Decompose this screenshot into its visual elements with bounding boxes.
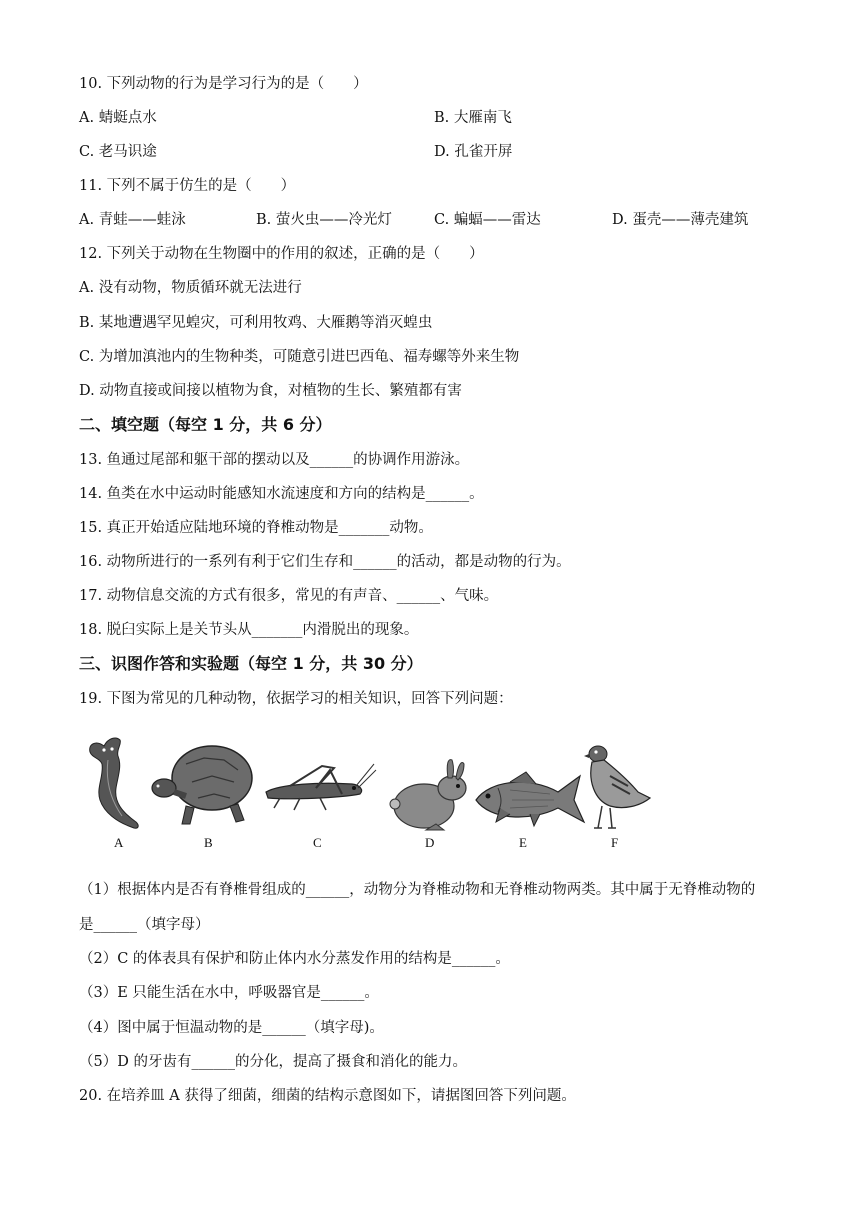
question-10-option-a: A. 蜻蜓点水 <box>79 110 157 126</box>
section-2-heading: 二、填空题（每空 1 分，共 6 分） <box>79 415 332 434</box>
question-18: 18. 脱臼实际上是关节头从_______内滑脱出的现象。 <box>79 622 419 638</box>
animal-label-f: F <box>611 835 619 850</box>
question-10-option-d: D. 孔雀开屏 <box>434 144 513 160</box>
animal-label-e: E <box>519 835 527 850</box>
question-19-part-3: （3）E 只能生活在水中，呼吸器官是______。 <box>79 985 379 1001</box>
question-10-option-b: B. 大雁南飞 <box>434 110 512 126</box>
grasshopper-image <box>260 758 378 814</box>
question-12-option-a: A. 没有动物，物质循环就无法进行 <box>79 280 302 296</box>
question-19-stem: 19. 下图为常见的几种动物，依据学习的相关知识，回答下列问题： <box>79 691 513 707</box>
question-19-part-1: （1）根据体内是否有脊椎骨组成的______，动物分为脊椎动物和无脊椎动物两类。其中属于无脊椎动物的 <box>79 882 756 898</box>
question-12-option-b: B. 某地遭遇罕见蝗灾，可利用牧鸡、大雁鹅等消灭蝗虫 <box>79 315 433 331</box>
turtle-image <box>146 736 258 832</box>
question-10-option-c: C. 老马识途 <box>79 144 157 160</box>
question-19-part-5: （5）D 的牙齿有______的分化，提高了摄食和消化的能力。 <box>79 1054 467 1070</box>
question-12-option-c: C. 为增加滇池内的生物种类，可随意引进巴西龟、福寿螺等外来生物 <box>79 349 520 365</box>
question-17: 17. 动物信息交流的方式有很多，常见的有声音、______、气味。 <box>79 588 499 604</box>
animal-label-a: A <box>114 835 124 850</box>
question-15: 15. 真正开始适应陆地环境的脊椎动物是_______动物。 <box>79 520 433 536</box>
fish-image <box>470 768 588 830</box>
question-16: 16. 动物所进行的一系列有利于它们生存和______的活动，都是动物的行为。 <box>79 554 571 570</box>
planarian-image <box>82 736 148 832</box>
question-11-stem: 11. 下列不属于仿生的是（ ） <box>79 178 296 194</box>
pigeon-image <box>584 740 652 834</box>
question-12-option-d: D. 动物直接或间接以植物为食，对植物的生长、繁殖都有害 <box>79 383 462 399</box>
question-20-stem: 20. 在培养皿 A 获得了细菌，细菌的结构示意图如下，请据图回答下列问题。 <box>79 1088 576 1104</box>
question-13: 13. 鱼通过尾部和躯干部的摆动以及______的协调作用游泳。 <box>79 452 470 468</box>
question-19-part-2: （2）C 的体表具有保护和防止体内水分蒸发作用的结构是______。 <box>79 951 510 967</box>
question-11-option-c: C. 蝙蝠——雷达 <box>434 212 541 228</box>
section-3-heading: 三、识图作答和实验题（每空 1 分，共 30 分） <box>79 654 423 673</box>
question-11-option-d: D. 蛋壳——薄壳建筑 <box>612 212 749 228</box>
question-19-part-4: （4）图中属于恒温动物的是______（填字母)。 <box>79 1020 384 1036</box>
question-11-option-b: B. 萤火虫——冷光灯 <box>256 212 392 228</box>
animal-label-b: B <box>204 835 213 850</box>
question-19-part-1-cont: 是______（填字母） <box>79 917 210 933</box>
animal-label-c: C <box>313 835 322 850</box>
question-10-stem: 10. 下列动物的行为是学习行为的是（ ） <box>79 76 368 92</box>
question-11-option-a: A. 青蛙——蛙泳 <box>79 212 186 228</box>
question-12-stem: 12. 下列关于动物在生物圈中的作用的叙述，正确的是（ ） <box>79 246 484 262</box>
question-14: 14. 鱼类在水中运动时能感知水流速度和方向的结构是______。 <box>79 486 484 502</box>
animal-label-d: D <box>425 835 435 850</box>
rabbit-image <box>386 758 472 834</box>
